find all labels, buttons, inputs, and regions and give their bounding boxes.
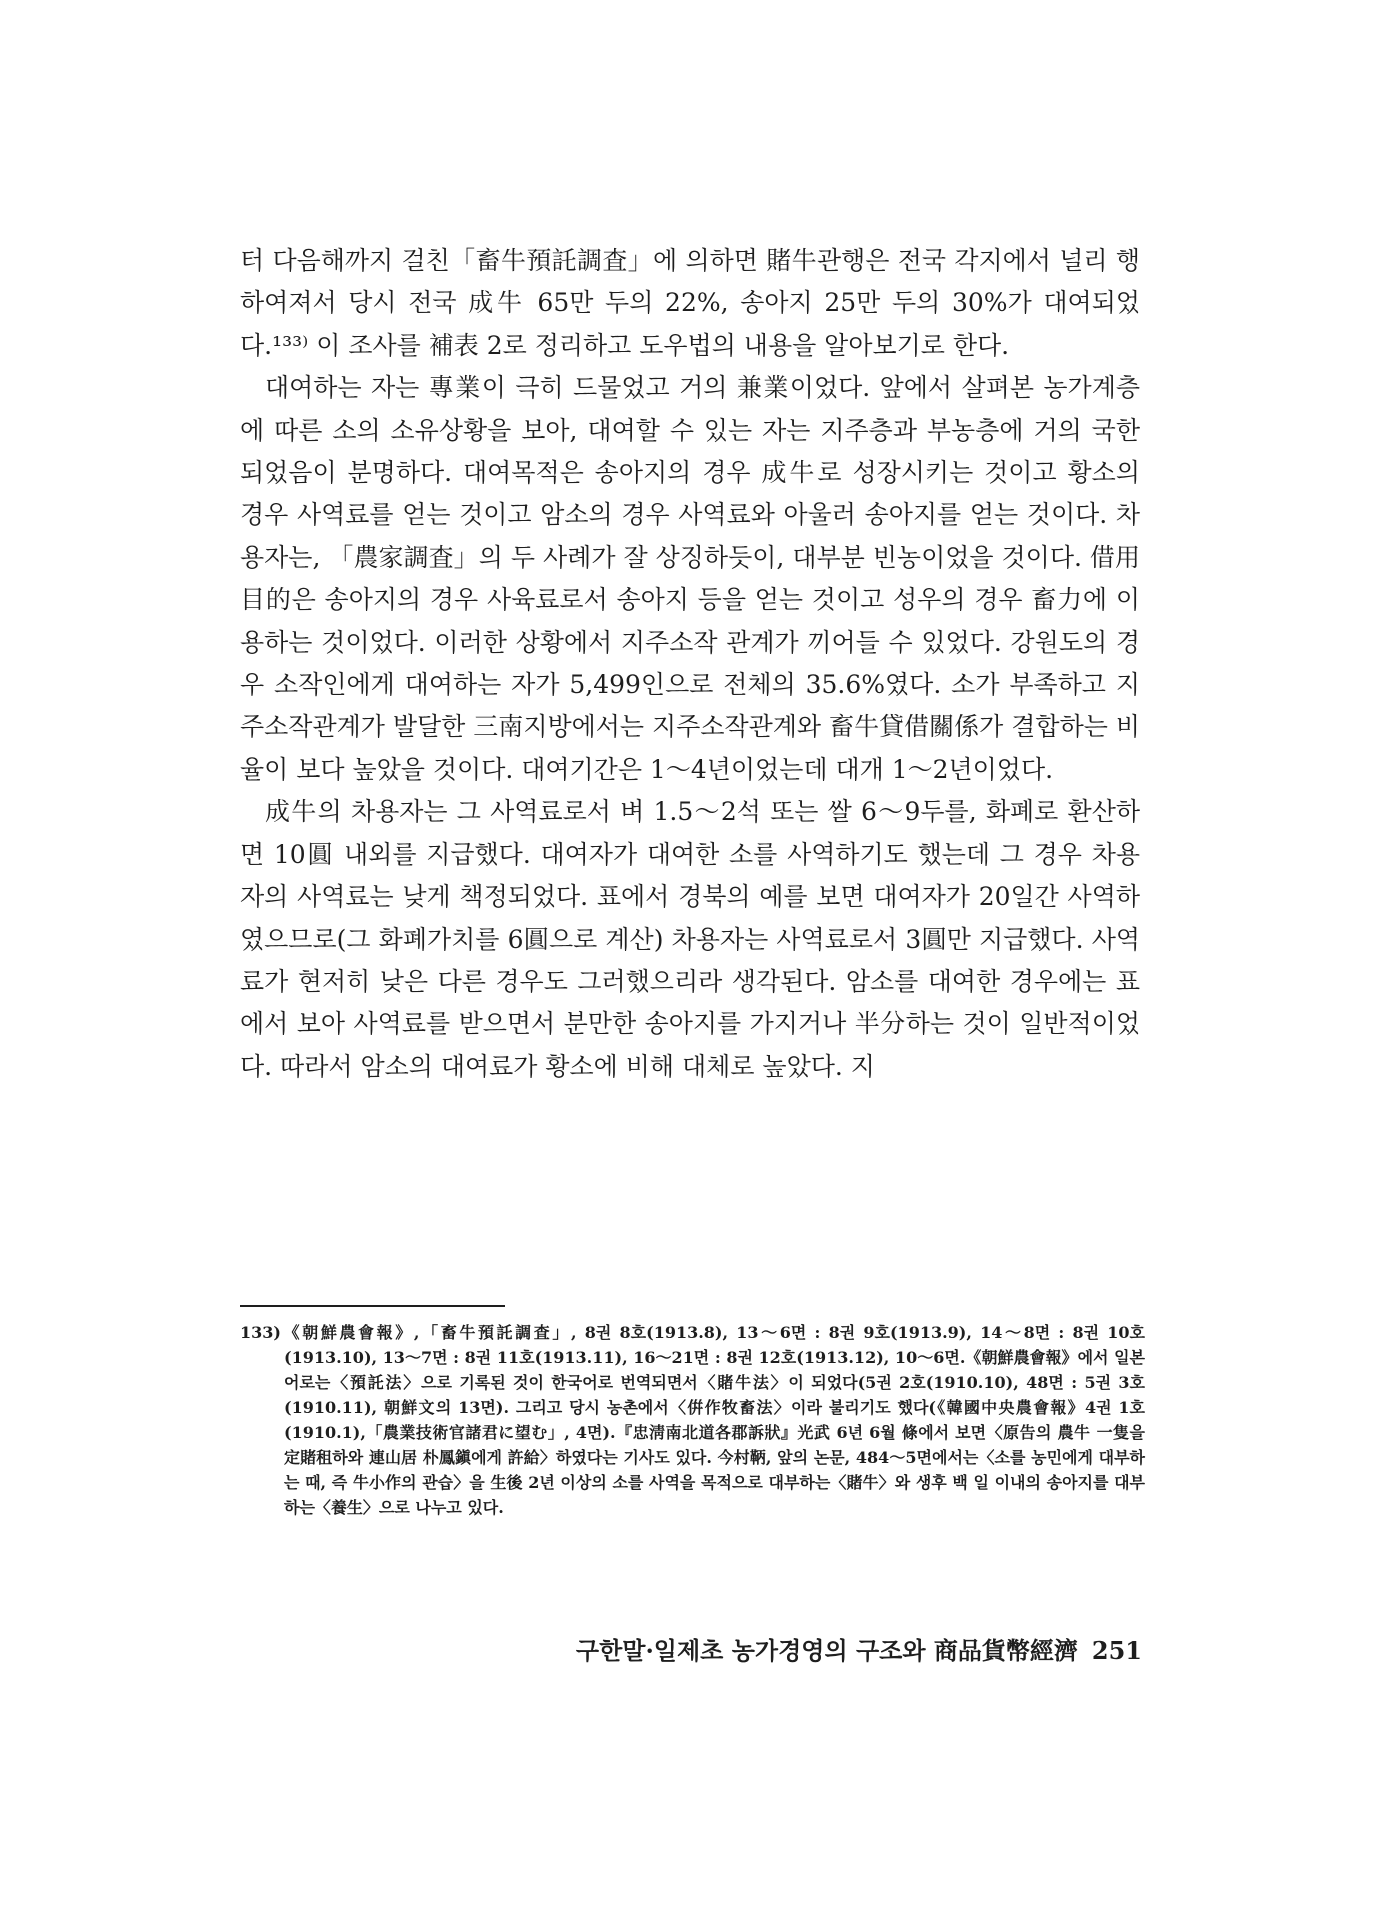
footnote-133: 133)《朝鮮農會報》,「畜牛預託調査」, 8권 8호(1913.8), 13～6면 : 8권 9호(1913.9), 14～8면 : 8권 10호(1913.10), 13～7면 : 8권 11호(1913.11), 16～21면 : 8권 12호(1913.12), 10～6면.《朝鮮農會報》에서 일본어로는〈預託法〉으로 기록된 것이 한국어로 번역되면서〈賭牛法〉이 되었다(5권 2호(1910.10), 48면 : 5권 3호(1910.11), 朝鮮文의 13면). 그리고 당시 농촌에서〈倂作牧畜法〉이라 불리기도 했다(《韓國中央農會報》4권 1호(1910.1),「農業技術官諸君に望む」, 4면).『忠淸南北道各郡訴狀』光武 6년 6월 條에서 보면〈原告의 農牛 一隻을 定賭租하와 連山居 朴鳳鎭에게 許給〉하였다는 기사도 있다. 今村鞆, 앞의 논문, 484～5면에서는〈소를 농민에게 대부하는 때, 즉 牛小作의 관습〉을 生後 2년 이상의 소를 사역을 목적으로 대부하는〈賭牛〉와 생후 백 일 이내의 송아지를 대부하는〈養生〉으로 나누고 있다. xyxy=(240,1323,1145,1517)
running-footer xyxy=(480,1631,1142,1666)
running-title: 구한말·일제초 농가경영의 구조와 商品貨幣經濟 xyxy=(575,1636,1078,1665)
body-paragraph-2: 대여하는 자는 專業이 극히 드물었고 거의 兼業이었다. 앞에서 살펴본 농가계층에 따른 소의 소유상황을 보아, 대여할 수 있는 자는 지주층과 부농층에 거의 국한되었음이 분명하다. 대여목적은 송아지의 경우 成牛로 성장시키는 것이고 황소의 경우 사역료를 얻는 것이고 암소의 경우 사역료와 아울러 송아지를 얻는 것이다. 차용자는, 「農家調査」의 두 사례가 잘 상징하듯이, 대부분 빈농이었을 것이다. 借用目的은 송아지의 경우 사육료로서 송아지 등을 얻는 것이고 성우의 경우 畜力에 이용하는 것이었다. 이러한 상황에서 지주소작 관계가 끼어들 수 있었다. 강원도의 경우 소작인에게 대여하는 자가 5,499인으로 전체의 35.6%였다. 소가 부족하고 지주소작관계가 발달한 三南지방에서는 지주소작관계와 畜牛貸借關係가 결합하는 비율이 보다 높았을 것이다. 대여기간은 1～4년이었는데 대개 1～2년이었다. xyxy=(240,373,1140,784)
body-text xyxy=(240,240,1140,1088)
footnote-divider xyxy=(240,1305,505,1307)
body-paragraph-1: 터 다음해까지 걸친「畜牛預託調査」에 의하면 賭牛관행은 전국 각지에서 널리 행하여져서 당시 전국 成牛 65만 두의 22%, 송아지 25만 두의 30%가 대여되었다.¹³³⁾ 이 조사를 補表 2로 정리하고 도우법의 내용을 알아보기로 한다. xyxy=(240,246,1140,360)
footnote xyxy=(240,1320,1145,1520)
page-number: 251 xyxy=(1091,1636,1142,1665)
body-paragraph-3: 成牛의 차용자는 그 사역료로서 벼 1.5～2석 또는 쌀 6～9두를, 화폐로 환산하면 10圓 내외를 지급했다. 대여자가 대여한 소를 사역하기도 했는데 그 경우 차용자의 사역료는 낮게 책정되었다. 표에서 경북의 예를 보면 대여자가 20일간 사역하였으므로(그 화폐가치를 6圓으로 계산) 차용자는 사역료로서 3圓만 지급했다. 사역료가 현저히 낮은 다른 경우도 그러했으리라 생각된다. 암소를 대여한 경우에는 표에서 보아 사역료를 받으면서 분만한 송아지를 가지거나 半分하는 것이 일반적이었다. 따라서 암소의 대여료가 황소에 비해 대체로 높았다. 지 xyxy=(240,797,1140,1081)
